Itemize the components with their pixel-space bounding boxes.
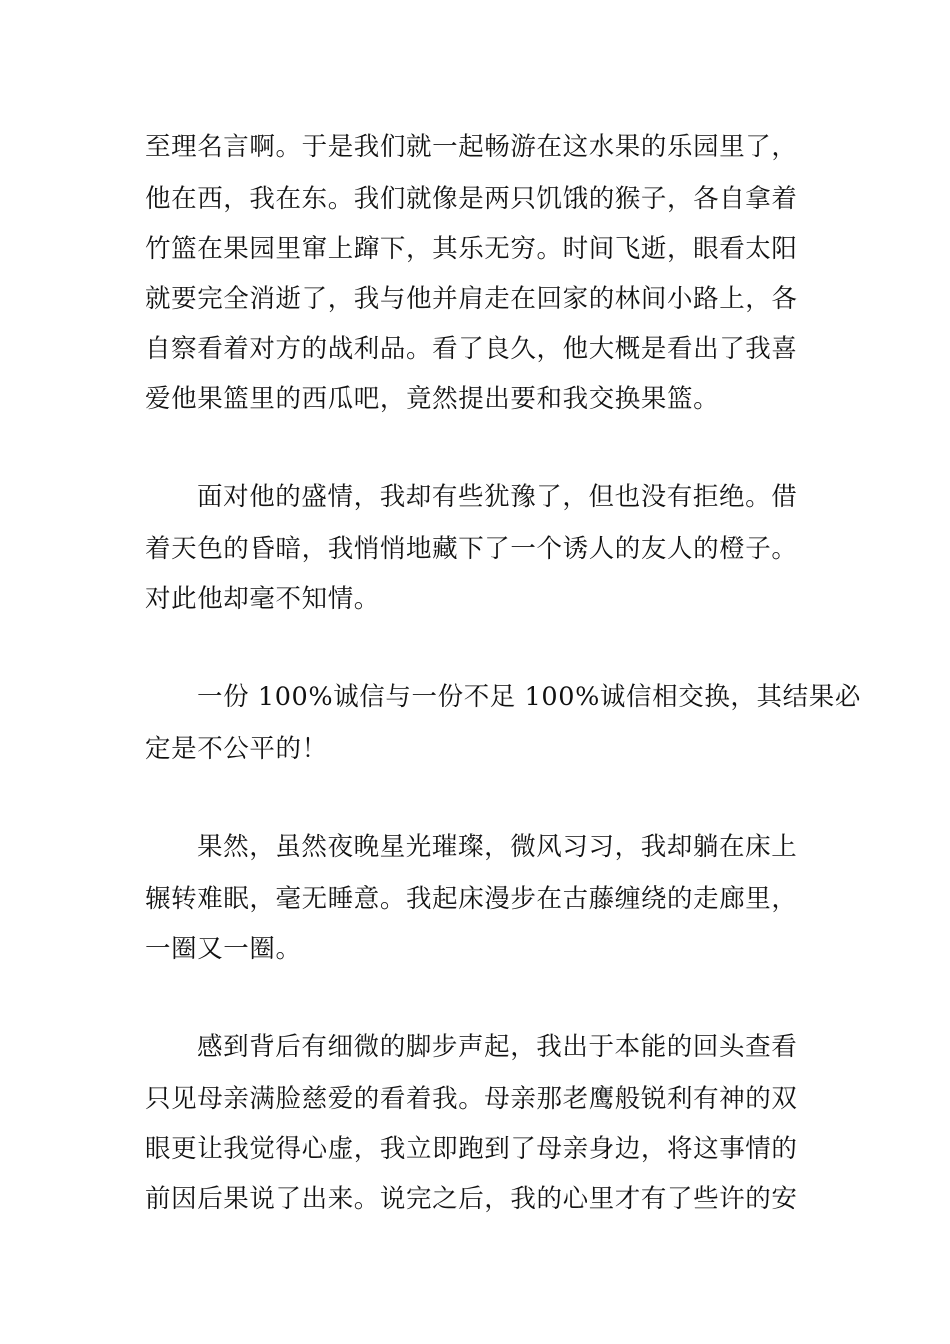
- text-line: 竹篮在果园里窜上蹿下，其乐无穷。时间飞逝，眼看太阳: [145, 234, 798, 264]
- text-line: 只见母亲满脸慈爱的看着我。母亲那老鹰般锐利有神的双: [145, 1084, 798, 1114]
- text-line: 眼更让我觉得心虚，我立即跑到了母亲身边，将这事情的: [145, 1134, 798, 1164]
- text-line: 感到背后有细微的脚步声起，我出于本能的回头查看: [197, 1032, 798, 1062]
- text-line: 他在西，我在东。我们就像是两只饥饿的猴子，各自拿着: [145, 184, 798, 214]
- text-line: 前因后果说了出来。说完之后，我的心里才有了些许的安: [145, 1184, 798, 1214]
- text-line: 对此他却毫不知情。: [145, 584, 380, 614]
- text-line: 爱他果篮里的西瓜吧，竟然提出要和我交换果篮。: [145, 384, 720, 414]
- text-line: 至理名言啊。于是我们就一起畅游在这水果的乐园里了，: [145, 132, 798, 162]
- text-line: 一份 100%诚信与一份不足 100%诚信相交换，其结果必: [197, 682, 861, 712]
- text-line: 果然，虽然夜晚星光璀璨，微风习习，我却躺在床上: [197, 832, 798, 862]
- text-line: 一圈又一圈。: [145, 934, 302, 964]
- text-line: 面对他的盛情，我却有些犹豫了，但也没有拒绝。借: [197, 482, 798, 512]
- text-line: 自察看着对方的战利品。看了良久，他大概是看出了我喜: [145, 334, 798, 364]
- text-line: 就要完全消逝了，我与他并肩走在回家的林间小路上，各: [145, 284, 798, 314]
- text-line: 着天色的昏暗，我悄悄地藏下了一个诱人的友人的橙子。: [145, 534, 798, 564]
- text-line: 辗转难眠，毫无睡意。我起床漫步在古藤缠绕的走廊里，: [145, 884, 798, 914]
- text-line: 定是不公平的！: [145, 734, 328, 764]
